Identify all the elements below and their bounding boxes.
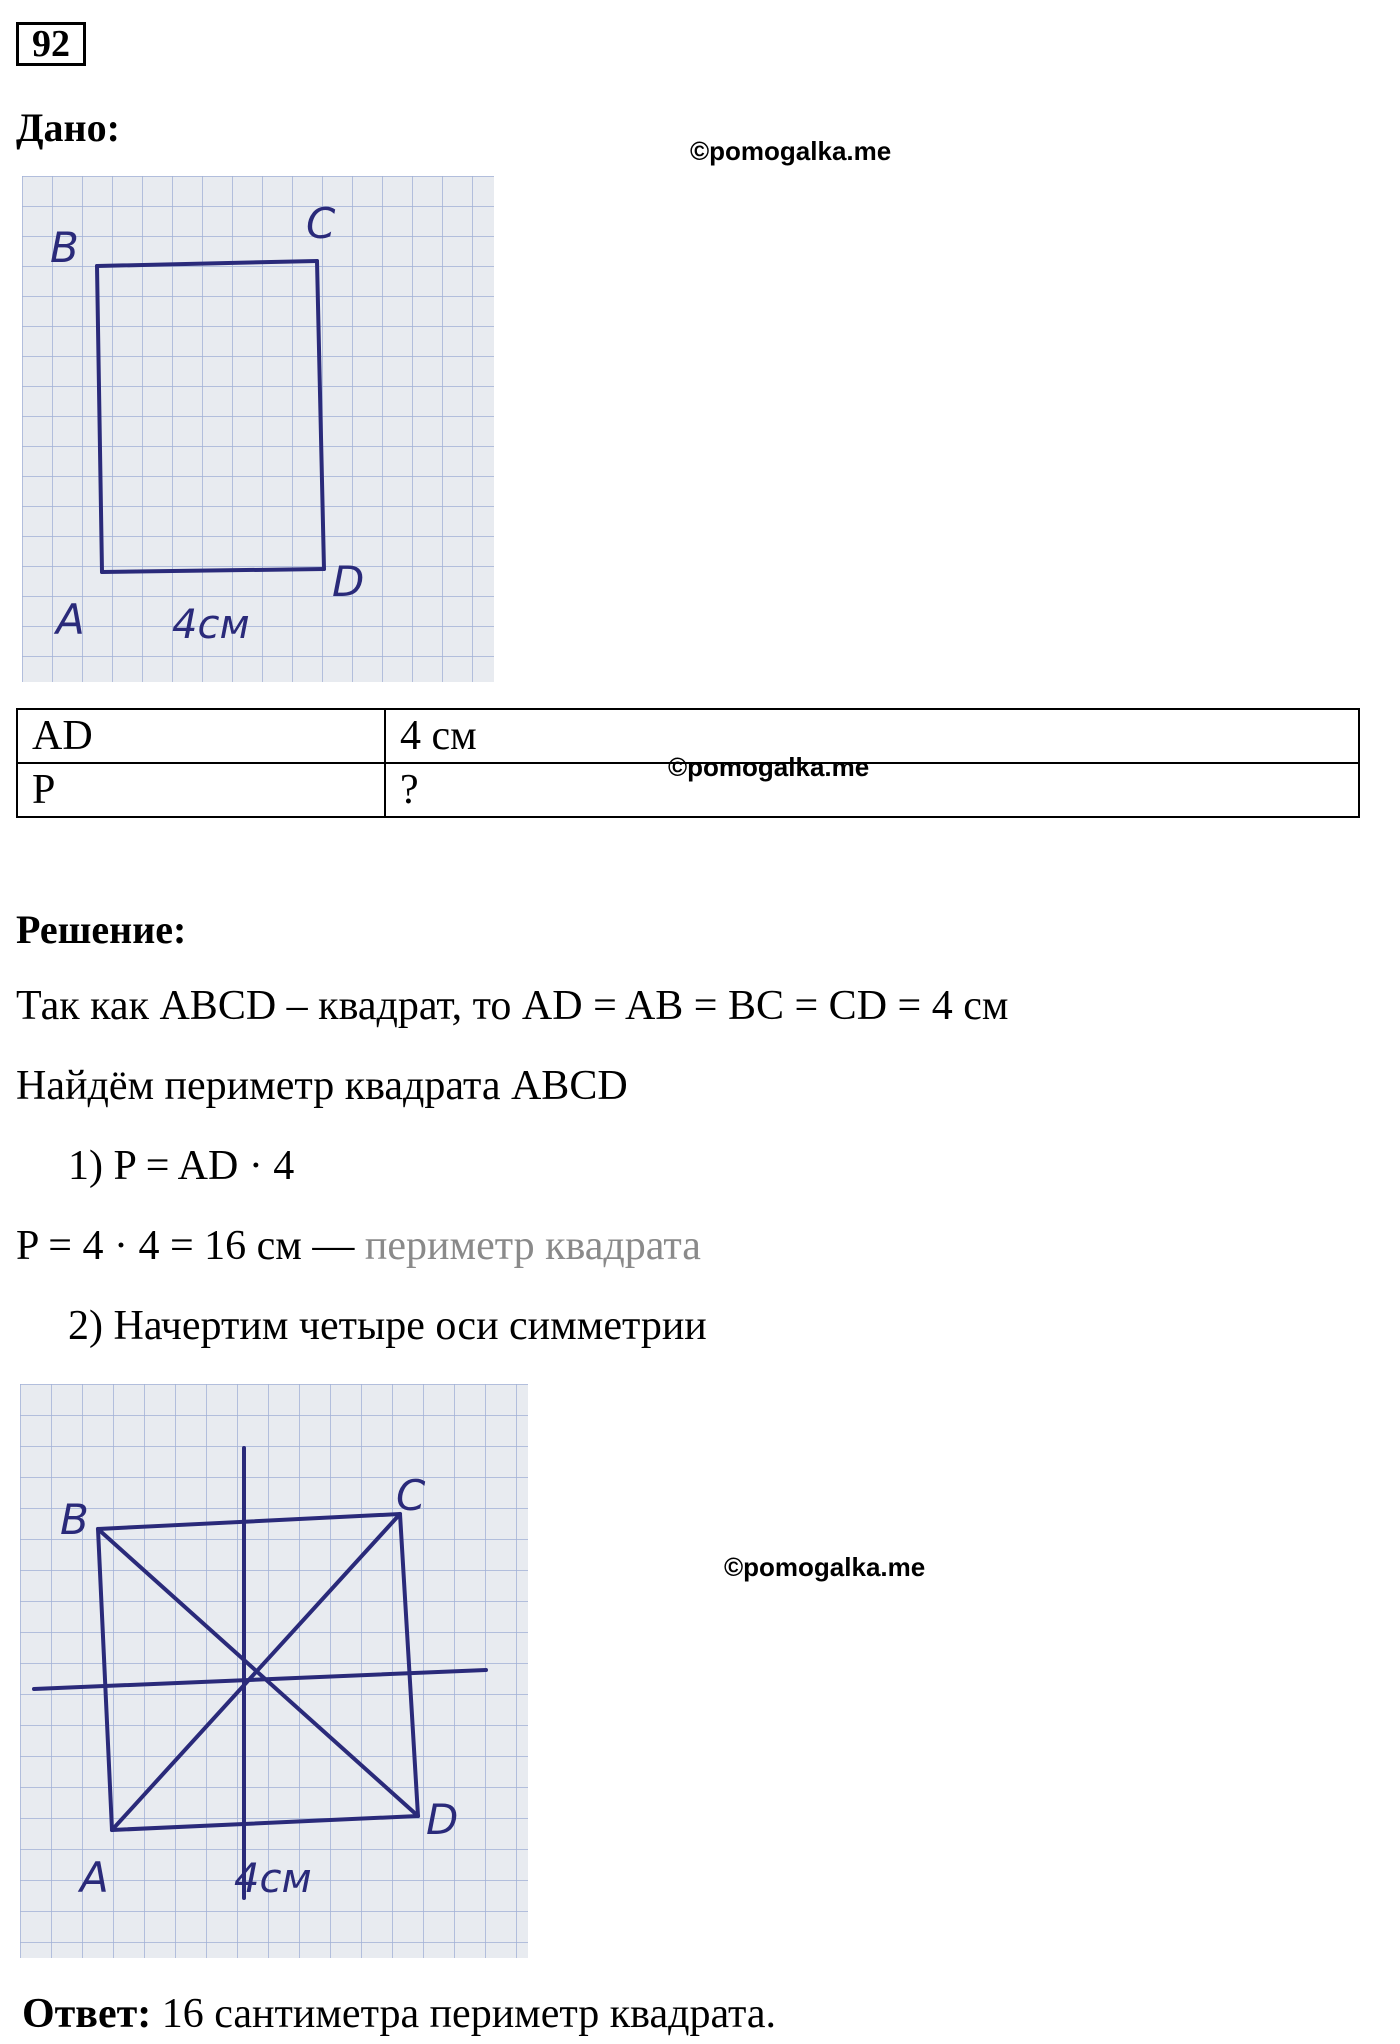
vertex-a-label: A xyxy=(80,1853,109,1902)
symmetry-axes-drawing xyxy=(20,1384,528,1958)
vertex-c-label: C xyxy=(306,199,336,248)
watermark-figure2: ©pomogalka.me xyxy=(724,1552,926,1582)
table-row xyxy=(17,763,1359,817)
given-name-cell: P xyxy=(17,763,385,817)
watermark: ©pomogalka.me xyxy=(690,136,892,166)
solution-result-line xyxy=(16,1222,701,1270)
grid-paper xyxy=(22,176,494,682)
perimeter-result: P = 4 · 4 = 16 см — xyxy=(16,1223,365,1269)
given-name-cell: AD xyxy=(17,709,385,763)
symmetry-axes-photo xyxy=(20,1384,528,1958)
perimeter-note: периметр квадрата xyxy=(364,1223,701,1269)
given-table xyxy=(16,708,1360,818)
square-drawing-photo xyxy=(22,176,494,682)
table-row xyxy=(17,709,1359,763)
answer-line xyxy=(22,1990,776,2038)
solution-step-1: 1) P = AD · 4 xyxy=(68,1143,295,1189)
answer-label: Ответ: xyxy=(22,1991,152,2037)
vertex-d-label: D xyxy=(426,1795,459,1844)
watermark-table: ©pomogalka.me xyxy=(668,752,870,782)
solution-step-2: 2) Начертим четыре оси симметрии xyxy=(68,1303,707,1349)
answer-text: 16 сантиметра периметр квадрата. xyxy=(151,1991,777,2037)
solution-heading: Решение: xyxy=(16,907,187,952)
side-length-label: 4см xyxy=(234,1856,312,1902)
vertex-b-label: B xyxy=(50,223,79,272)
solution-line-2: Найдём периметр квадрата ABCD xyxy=(16,1063,628,1109)
problem-number: 92 xyxy=(16,22,86,66)
side-length-label: 4см xyxy=(172,602,250,648)
vertex-c-label: C xyxy=(396,1471,426,1520)
vertex-a-label: A xyxy=(56,595,85,644)
square-drawing xyxy=(22,176,494,682)
given-value-cell: ? xyxy=(385,763,1359,817)
solution-line-1: Так как ABCD – квадрат, то AD = AB = BC = CD = 4 см xyxy=(16,983,1009,1029)
vertex-d-label: D xyxy=(332,557,365,606)
vertex-b-label: B xyxy=(60,1495,89,1544)
given-value-cell: 4 см xyxy=(385,709,1359,763)
given-heading: Дано: xyxy=(16,105,120,150)
